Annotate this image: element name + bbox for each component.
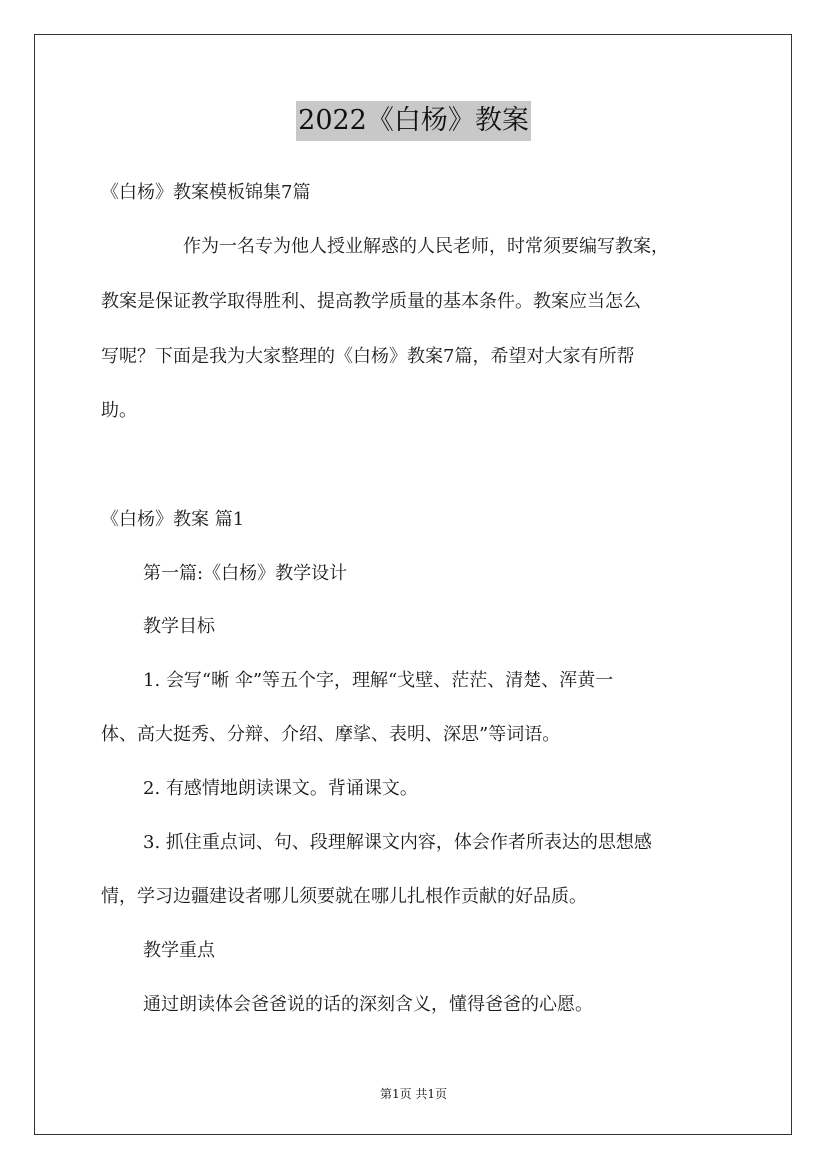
page-footer: 第1页 共1页 [379,1087,448,1101]
body-line-5: 2. 有感情地朗读课文。背诵课文。 [143,778,418,799]
intro-line-4: 助。 [101,400,137,421]
body-line-9: 通过朗读体会爸爸说的话的深刻含义，懂得爸爸的心愿。 [143,994,593,1015]
intro-line-3: 写呢？下面是我为大家整理的《白杨》教案7篇，希望对大家有所帮 [101,346,635,367]
document-subtitle: 《白杨》教案模板锦集7篇 [101,182,311,203]
document-title: 2022《白杨》教案 [296,101,531,141]
intro-line-1: 作为一名专为他人授业解惑的人民老师，时常须要编写教案， [183,236,669,257]
body-line-2: 教学目标 [143,616,215,637]
body-line-3: 1. 会写“晰 伞”等五个字，理解“戈壁、茫茫、清楚、浑黄一 [143,670,614,691]
body-line-1: 第一篇:《白杨》教学设计 [143,563,348,584]
section-heading: 《白杨》教案 篇1 [101,509,245,530]
title-container [0,101,827,141]
body-line-4: 体、高大挺秀、分辩、介绍、摩挲、表明、深思”等词语。 [101,724,561,745]
body-line-8: 教学重点 [143,940,215,961]
body-line-6: 3. 抓住重点词、句、段理解课文内容，体会作者所表达的思想感 [143,832,652,853]
body-line-7: 情，学习边疆建设者哪儿须要就在哪儿扎根作贡献的好品质。 [101,886,587,907]
intro-line-2: 教案是保证教学取得胜利、提高教学质量的基本条件。教案应当怎么 [101,291,641,312]
